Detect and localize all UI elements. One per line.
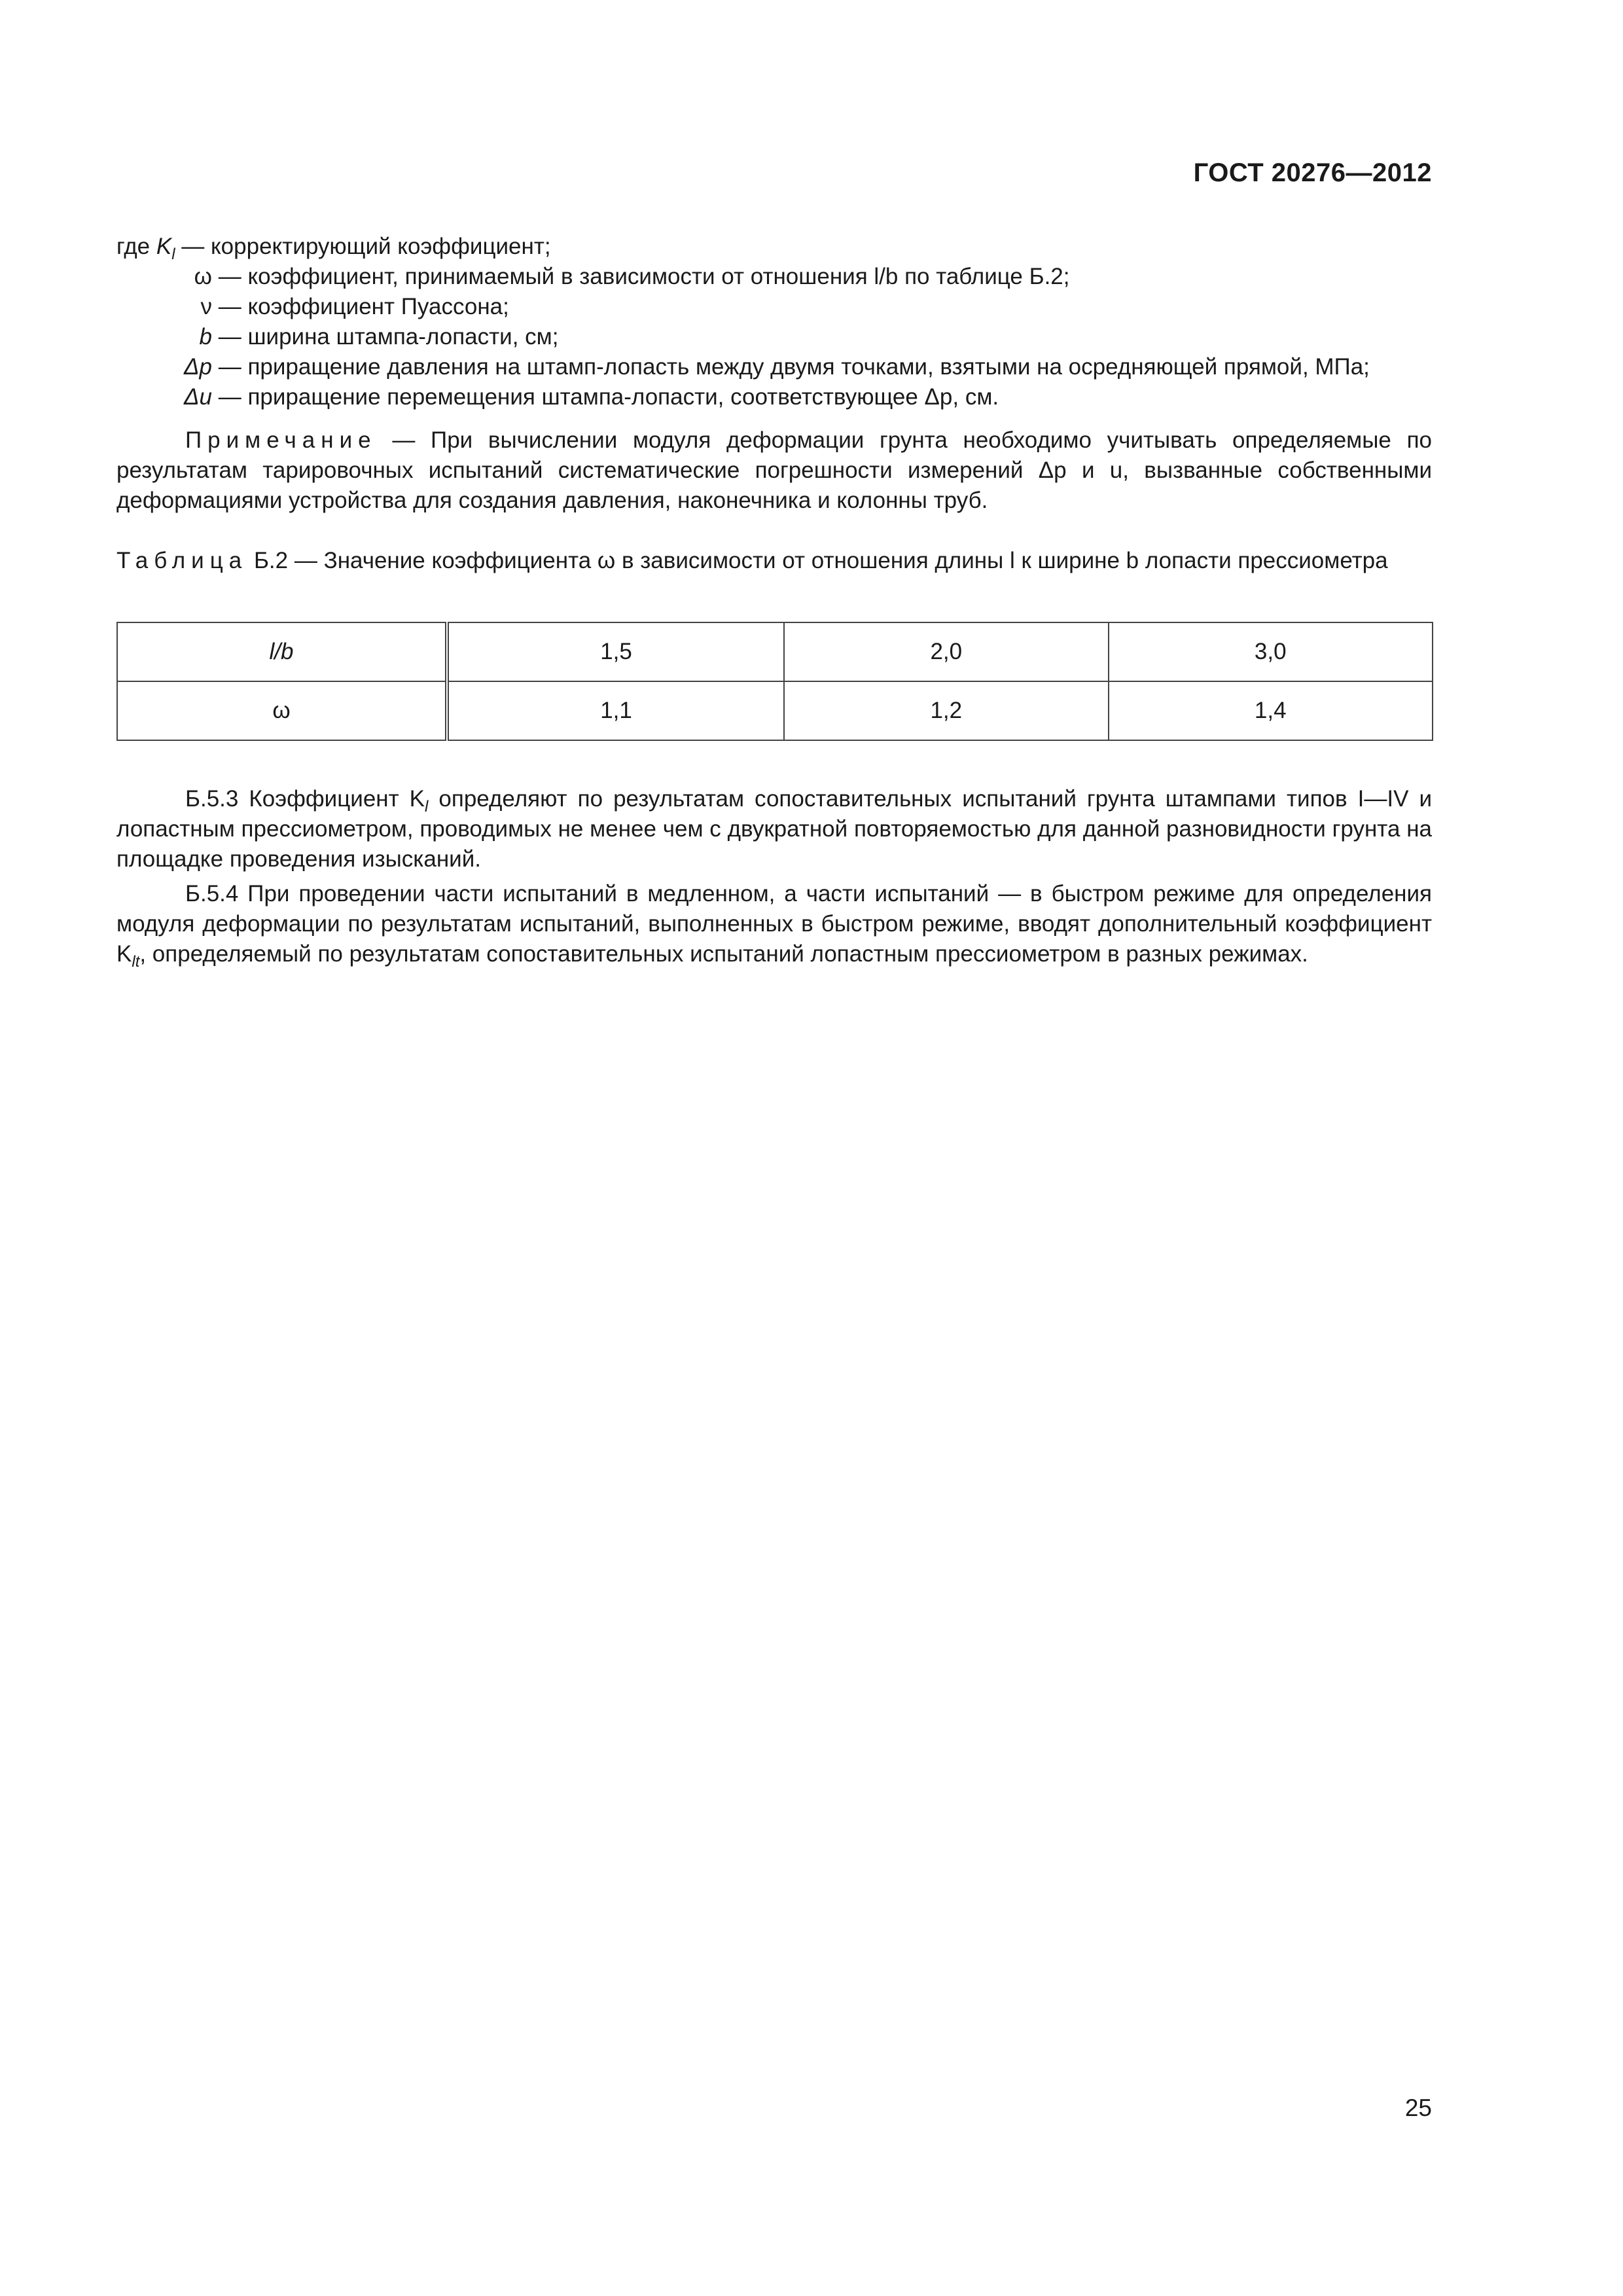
document-code-header: ГОСТ 20276—2012: [1193, 158, 1432, 187]
definition-text: — корректирующий коэффициент;: [175, 234, 551, 259]
definition-row: [116, 322, 1432, 352]
note-paragraph: [116, 425, 1432, 516]
where-intro: где: [116, 234, 151, 259]
definition-row: [116, 352, 1432, 382]
table-row: [117, 681, 1433, 740]
table-cell: 2,0: [784, 622, 1108, 681]
definition-text: — приращение перемещения штампа-лопасти, соответствующее Δp, см.: [212, 384, 999, 410]
table-cell: 1,2: [784, 681, 1108, 740]
definition-text: — приращение давления на штамп-лопасть между двумя точками, взятыми на осредняющей прямой, МПа;: [212, 354, 1370, 380]
symbol-definitions: [116, 232, 1432, 412]
definition-symbol: b: [199, 324, 212, 350]
table-row: [117, 622, 1433, 681]
table-cell: 1,4: [1109, 681, 1433, 740]
table-cell: 3,0: [1109, 622, 1433, 681]
table-caption-text: Б.2 — Значение коэффициента ω в зависимости от отношения длины l к ширине b лопасти прессиометра: [247, 548, 1388, 573]
paragraph-b53-start: Б.5.3 Коэффициент K: [185, 786, 425, 812]
table-cell: 1,1: [447, 681, 784, 740]
definition-symbol: ω: [194, 264, 212, 289]
definition-row: [116, 292, 1432, 322]
page-number: 25: [1404, 2094, 1432, 2121]
definition-text: — коэффициент Пуассона;: [212, 294, 509, 319]
table-cell: 1,5: [447, 622, 784, 681]
definition-row: [116, 262, 1432, 292]
definition-symbol: Δu: [184, 384, 212, 410]
paragraph-b53: [116, 784, 1432, 874]
paragraph-b53-rest: определяют по результатам сопоставительных испытаний грунта штампами типов I—IV и лопастным прессиометром, проводимых не менее чем с двукратной повторяемостью для данной разновидности грунта на площадке проведения изысканий.: [116, 786, 1432, 872]
table-row-header: ω: [117, 681, 447, 740]
coefficient-table: [116, 622, 1433, 741]
table-label: Таблица: [116, 548, 248, 573]
definition-text: — коэффициент, принимаемый в зависимости от отношения l/b по таблице Б.2;: [212, 264, 1070, 289]
paragraph-b54-start: Б.5.4 При проведении части испытаний в медленном, а части испытаний — в быстром режиме для определения модуля деформации по результатам испытаний, выполненных в быстром режиме, вводят дополнительный коэффициент K: [116, 881, 1432, 967]
note-label: Примечание: [185, 427, 377, 453]
definition-row: [116, 382, 1432, 412]
paragraph-b54: [116, 879, 1432, 969]
paragraph-b54-rest: , определяемый по результатам сопоставительных испытаний лопастным прессиометром в разных режимах.: [139, 941, 1308, 967]
paragraph-b54-subscript: lt: [132, 953, 140, 971]
definition-symbol-subscript: l: [171, 245, 175, 263]
paragraph-b53-subscript: l: [425, 798, 429, 816]
definition-symbol: K: [156, 234, 172, 259]
definition-symbol: Δp: [184, 354, 212, 380]
definition-text: — ширина штампа-лопасти, см;: [212, 324, 559, 350]
table-row-header: l/b: [117, 622, 447, 681]
note-text: — При вычислении модуля деформации грунта необходимо учитывать определяемые по результатам тарировочных испытаний систематические погрешности измерений Δp и u, вызванные собственными деформациями устройства для создания давления, наконечника и колонны труб.: [116, 427, 1432, 513]
definition-symbol: ν: [200, 294, 212, 319]
definition-row: [116, 232, 1432, 262]
table-caption: [116, 546, 1432, 576]
